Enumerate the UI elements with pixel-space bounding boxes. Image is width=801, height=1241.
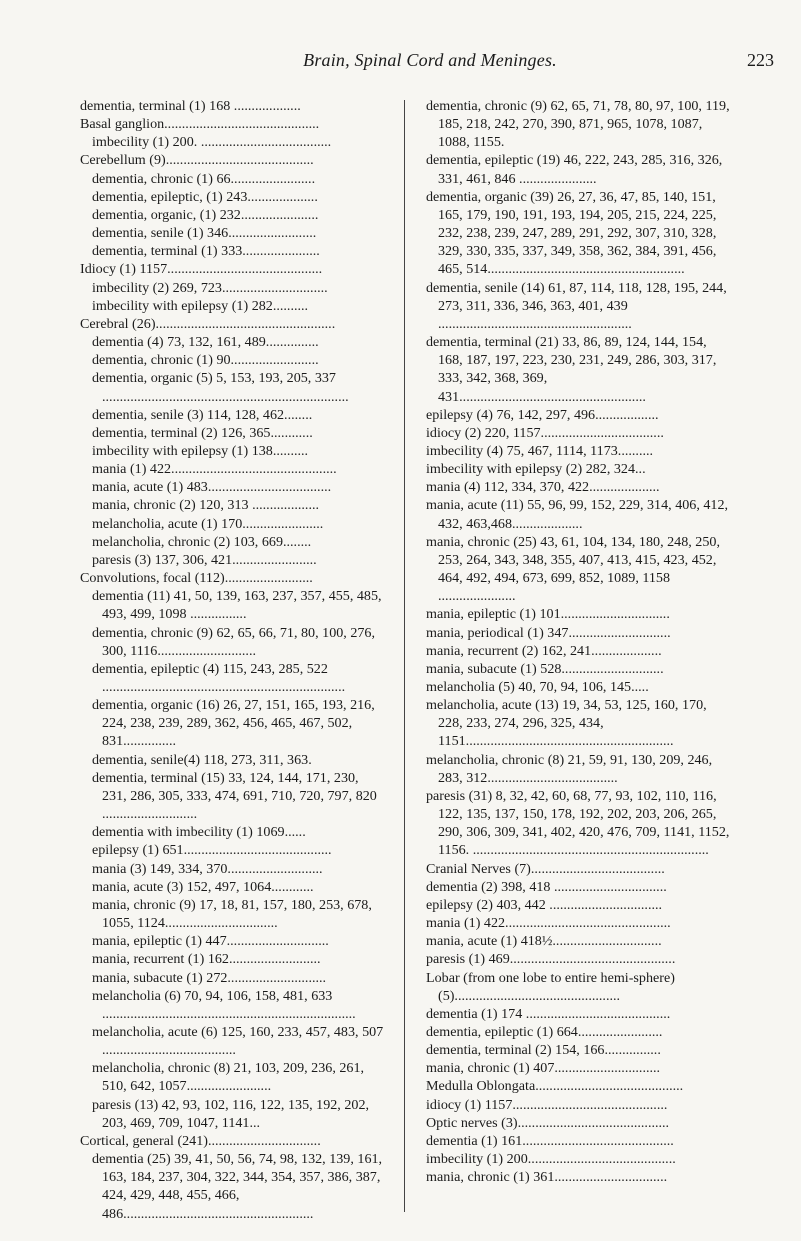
- index-entry: epilepsy (4) 76, 142, 297, 496..................: [426, 406, 659, 423]
- index-entry: dementia, organic (5) 5, 153, 193, 205, 337 ......................................................................: [92, 370, 349, 405]
- index-entry: paresis (1) 469...............................................: [426, 951, 676, 968]
- index-entry: melancholia, acute (6) 125, 160, 233, 457, 483, 507 ......................................: [92, 1023, 384, 1059]
- index-entry: dementia, epileptic (4) 115, 243, 285, 522 .....................................................................: [92, 660, 346, 695]
- index-entry: Idiocy (1) 1157............................................: [80, 261, 323, 278]
- index-entry: dementia (1) 161...........................................: [426, 1132, 674, 1149]
- index-entry: mania, acute (1) 418½...............................: [426, 933, 662, 950]
- index-entry: imbecility (1) 200..........................................: [426, 1151, 676, 1168]
- index-entry: dementia, terminal (1) 168 ...................: [80, 98, 301, 114]
- index-entry: mania, chronic (1) 361................................: [426, 1169, 668, 1186]
- index-entry: dementia, organic (39) 26, 27, 36, 47, 85, 140, 151, 165, 179, 190, 191, 193, 194, 205, 215, 224, 225, 232, 238, 239, 247, 289, 291, 292, 307, 310, 328, 329, 330, 335, 337, 349, 358, 362, 384, 391, 456, 465, 514........................................................: [426, 188, 717, 278]
- index-entry: Cerebral (26)...................................................: [80, 315, 336, 332]
- index-entry: mania, chronic (1) 407..............................: [426, 1060, 661, 1077]
- index-entry: imbecility (2) 269, 723..............................: [92, 279, 328, 296]
- index-entry: dementia, organic, (1) 232......................: [92, 206, 319, 223]
- index-entry: dementia (2) 398, 418 ................................: [426, 878, 667, 895]
- index-entry: mania, chronic (25) 43, 61, 104, 134, 180, 248, 250, 253, 264, 343, 348, 355, 407, 413, 415, 423, 452, 464, 492, 494, 673, 699, 852, 1089, 1158 ......................: [426, 533, 720, 605]
- index-entry: idiocy (1) 1157............................................: [426, 1096, 668, 1113]
- index-entry: dementia, terminal (2) 154, 166................: [426, 1042, 661, 1059]
- index-entry: Medulla Oblongata..........................................: [426, 1078, 684, 1095]
- index-entry: Cranial Nerves (7)......................................: [426, 860, 665, 877]
- index-entry: mania (1) 422...............................................: [426, 915, 671, 932]
- index-entry: dementia, epileptic (1) 664........................: [426, 1023, 663, 1040]
- index-entry: dementia, senile(4) 118, 273, 311, 363.: [92, 751, 312, 768]
- column-divider: [404, 100, 405, 1212]
- index-entry: mania, subacute (1) 528.............................: [426, 660, 664, 677]
- index-entry: Convolutions, focal (112).........................: [80, 570, 313, 587]
- index-column-left: [80, 97, 386, 1223]
- index-entry: dementia, terminal (21) 33, 86, 89, 124, 144, 154, 168, 187, 197, 223, 230, 231, 249, 286, 303, 317, 333, 342, 368, 369, 431.....................................................: [426, 334, 717, 405]
- index-entry: dementia, epileptic (19) 46, 222, 243, 285, 316, 326, 331, 461, 846 ......................: [426, 152, 723, 187]
- index-entry: dementia, senile (3) 114, 128, 462........: [92, 406, 313, 423]
- index-entry: mania, recurrent (2) 162, 241....................: [426, 642, 662, 659]
- index-entry: mania, chronic (2) 120, 313 ...................: [92, 497, 320, 514]
- index-entry: melancholia, chronic (2) 103, 669........: [92, 533, 312, 550]
- index-column-right: [426, 97, 732, 1186]
- index-entry: melancholia (6) 70, 94, 106, 158, 481, 633 ........................................................................: [92, 987, 356, 1022]
- index-entry: mania (3) 149, 334, 370...........................: [92, 860, 323, 877]
- index-entry: dementia, chronic (1) 90.........................: [92, 352, 319, 369]
- index-entry: paresis (13) 42, 93, 102, 116, 122, 135, 192, 202, 203, 469, 709, 1047, 1141...: [92, 1096, 370, 1131]
- index-entry: dementia (1) 174 .........................................: [426, 1005, 671, 1022]
- index-entry: mania, periodical (1) 347.............................: [426, 624, 671, 641]
- index-entry: mania, subacute (1) 272............................: [92, 969, 327, 986]
- index-entry: dementia, epileptic, (1) 243....................: [92, 188, 318, 205]
- index-entry: mania (4) 112, 334, 370, 422....................: [426, 479, 660, 496]
- index-entry: melancholia, chronic (8) 21, 103, 209, 236, 261, 510, 642, 1057........................: [92, 1060, 365, 1095]
- index-entry: mania (1) 422...............................................: [92, 461, 337, 478]
- index-entry: imbecility with epilepsy (2) 282, 324...: [426, 461, 646, 478]
- index-entry: mania, recurrent (1) 162..........................: [92, 951, 321, 968]
- index-entry: mania, acute (1) 483...................................: [92, 479, 332, 496]
- index-entry: melancholia, acute (1) 170.......................: [92, 515, 324, 532]
- index-entry: imbecility with epilepsy (1) 138..........: [92, 442, 309, 459]
- index-entry: mania, epileptic (1) 447.............................: [92, 933, 329, 950]
- index-entry: paresis (31) 8, 32, 42, 60, 68, 77, 93, 102, 110, 116, 122, 135, 137, 150, 178, 192, 202, 203, 206, 265, 290, 306, 309, 341, 402, 420, 476, 709, 1141, 1152, 1156. ...................................................................: [426, 787, 730, 859]
- index-entry: dementia, chronic (9) 62, 65, 71, 78, 80, 97, 100, 119, 185, 218, 242, 270, 390, 871, 965, 1078, 1087, 1088, 1155.: [426, 98, 730, 151]
- index-entry: imbecility (1) 200. .....................................: [92, 134, 332, 151]
- index-entry: imbecility (4) 75, 467, 1114, 1173..........: [426, 442, 654, 459]
- index-entry: dementia, chronic (9) 62, 65, 66, 71, 80, 100, 276, 300, 1116............................: [92, 624, 375, 659]
- index-entry: dementia, terminal (2) 126, 365............: [92, 424, 313, 441]
- index-entry: dementia, senile (1) 346.........................: [92, 225, 317, 242]
- index-entry: dementia with imbecility (1) 1069......: [92, 824, 306, 841]
- index-entry: epilepsy (1) 651..........................................: [92, 842, 332, 859]
- index-entry: dementia (4) 73, 132, 161, 489...............: [92, 334, 319, 351]
- index-entry: mania, acute (11) 55, 96, 99, 152, 229, 314, 406, 412, 432, 463,468....................: [426, 497, 729, 532]
- index-entry: dementia (11) 41, 50, 139, 163, 237, 357, 455, 485, 493, 499, 1098 ................: [92, 588, 382, 623]
- index-entry: melancholia (5) 40, 70, 94, 106, 145.....: [426, 679, 649, 695]
- index-entry: dementia, terminal (15) 33, 124, 144, 171, 230, 231, 286, 305, 333, 474, 691, 710, 720, 797, 820 ...........................: [92, 769, 377, 823]
- running-head-title: Brain, Spinal Cord and Meninges.: [303, 50, 557, 70]
- index-entry: dementia, chronic (1) 66........................: [92, 170, 316, 187]
- index-entry: dementia, organic (16) 26, 27, 151, 165, 193, 216, 224, 238, 239, 289, 362, 456, 465, 467, 502, 831...............: [92, 697, 375, 750]
- index-entry: melancholia, chronic (8) 21, 59, 91, 130, 209, 246, 283, 312.....................................: [426, 751, 713, 786]
- index-entry: melancholia, acute (13) 19, 34, 53, 125, 160, 170, 228, 233, 274, 296, 325, 434, 1151...........................................................: [426, 697, 707, 750]
- page-number: 223: [747, 50, 774, 70]
- index-entry: dementia (25) 39, 41, 50, 56, 74, 98, 132, 139, 161, 163, 184, 237, 304, 322, 344, 354, 357, 386, 387, 424, 429, 448, 455, 466, 486......................................................: [92, 1151, 383, 1222]
- index-entry: imbecility with epilepsy (1) 282..........: [92, 297, 309, 314]
- index-entry: Cerebellum (9)..........................................: [80, 152, 314, 169]
- index-entry: Basal ganglion............................................: [80, 116, 320, 133]
- index-entry: Optic nerves (3)...........................................: [426, 1114, 670, 1131]
- index-entry: dementia, terminal (1) 333......................: [92, 243, 320, 260]
- index-entry: paresis (3) 137, 306, 421........................: [92, 551, 317, 568]
- index-entry: mania, chronic (9) 17, 18, 81, 157, 180, 253, 678, 1055, 1124................................: [92, 896, 372, 932]
- index-entry: epilepsy (2) 403, 442 ................................: [426, 896, 663, 913]
- index-entry: mania, acute (3) 152, 497, 1064............: [92, 878, 314, 895]
- index-entry: mania, epileptic (1) 101...............................: [426, 606, 670, 623]
- index-entry: Cortical, general (241)................................: [80, 1132, 321, 1149]
- index-entry: idiocy (2) 220, 1157...................................: [426, 424, 664, 441]
- index-entry: dementia, senile (14) 61, 87, 114, 118, 128, 195, 244, 273, 311, 336, 346, 363, 401, 439 .......................................................: [426, 279, 727, 332]
- index-entry: Lobar (from one lobe to entire hemi-sphere) (5)...............................................: [426, 969, 675, 1004]
